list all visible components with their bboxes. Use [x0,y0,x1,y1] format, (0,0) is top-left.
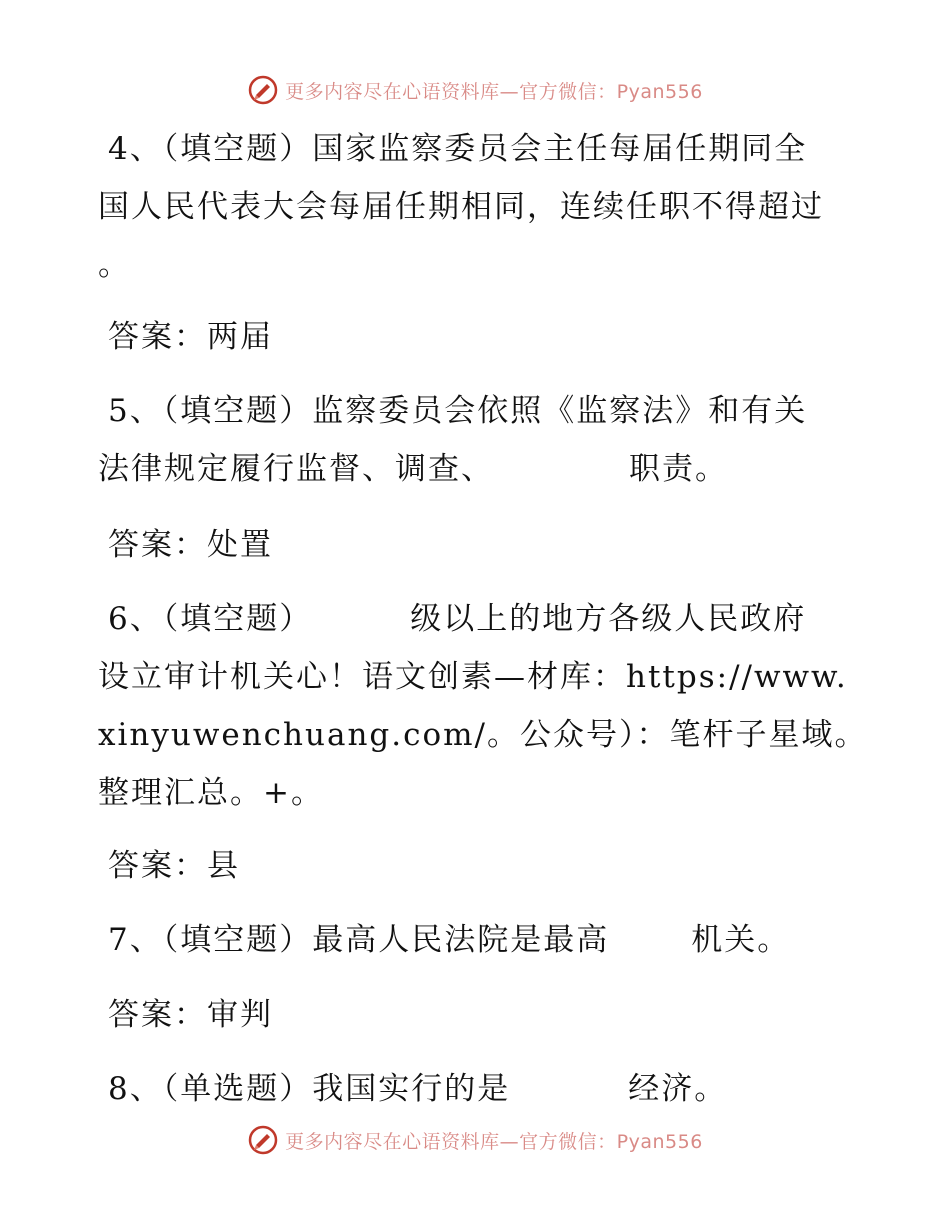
question-text-part: 7、（填空题）最高人民法院是最高 [108,922,610,958]
answer-6: 答案：县 [108,848,240,884]
pen-logo-icon [247,1124,279,1156]
question-text-line: 整理汇总。+。 [98,775,324,811]
question-text-line: 。 [98,247,131,283]
question-5 [98,382,858,498]
question-text-line [98,911,858,969]
pen-logo-icon [247,74,279,106]
question-4 [98,120,858,294]
watermark-header [0,70,950,110]
answer-4: 答案：两届 [108,319,273,355]
question-6 [98,590,868,822]
watermark-footer [0,1120,950,1160]
answer-7: 答案：审判 [108,997,273,1033]
question-text-line [98,440,858,498]
question-text-part: 经济。 [628,1071,728,1107]
watermark-text: 更多内容尽在心语资料库—官方微信：Pyan556 [285,1130,703,1153]
question-text-part: 法律规定履行监督、调查、 [98,451,494,487]
question-text-line [98,590,858,648]
question-text-part: 8、（单选题）我国实行的是 [108,1071,511,1107]
question-8 [98,1060,858,1118]
answer-5: 答案：处置 [108,527,273,563]
question-text-part: 机关。 [691,922,791,958]
question-text-line: 5、（填空题）监察委员会依照《监察法》和有关 [108,393,808,429]
question-text-line [98,1060,858,1118]
question-text-line: xinyuwenchuang.com/。公众号）：笔杆子星域。 [98,717,868,753]
question-text-line: 4、（填空题）国家监察委员会主任每届任期同全 [108,131,808,167]
watermark-text: 更多内容尽在心语资料库—官方微信：Pyan556 [285,80,703,103]
question-text-line: 设立审计机关心！语文创素—材库：https://www. [98,659,848,695]
question-text-line: 国人民代表大会每届任期相同，连续任职不得超过 [98,189,824,225]
question-text-part: 6、（填空题） [108,601,313,637]
question-7 [98,911,858,969]
question-text-part: 级以上的地方各级人民政府 [410,601,807,637]
question-text-part: 职责。 [629,451,728,487]
